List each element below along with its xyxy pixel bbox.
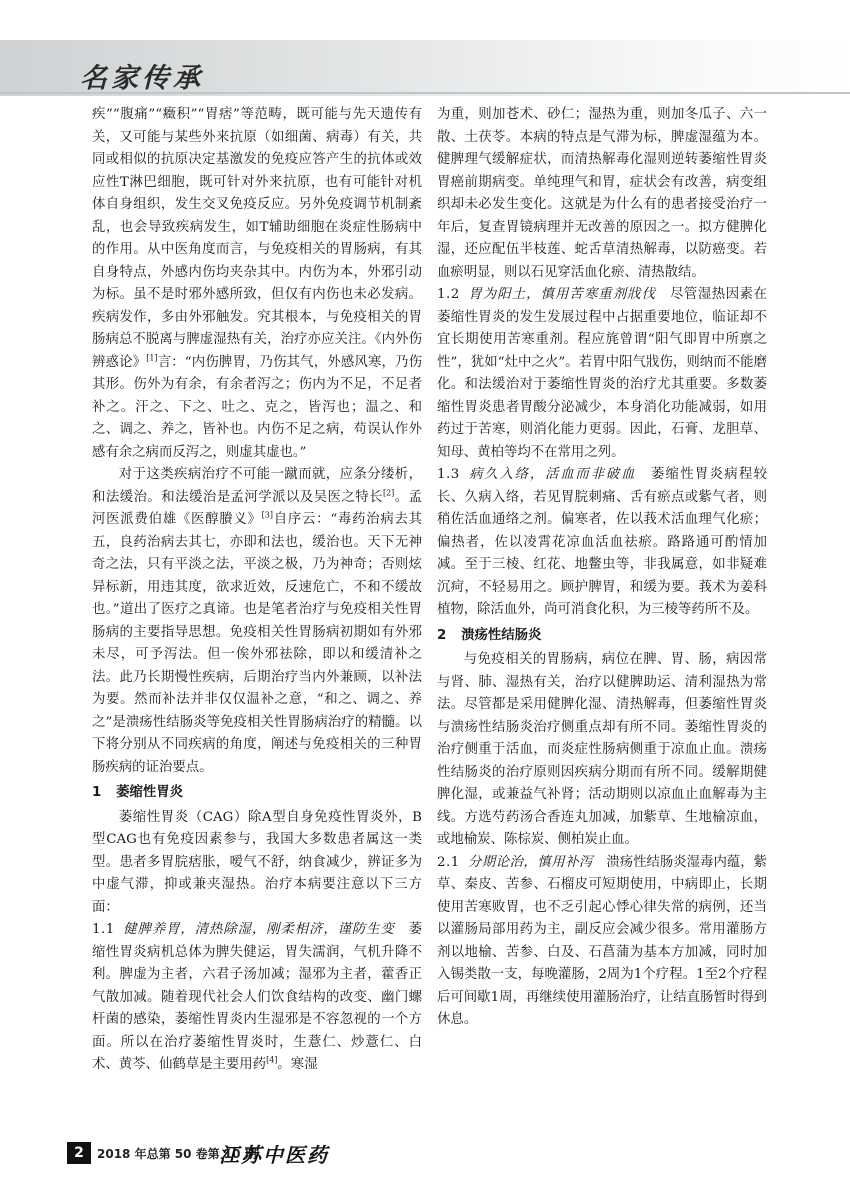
subsection-paragraph: 1.3 病久入络，活血而非破血 萎缩性胃炎病程较长、久病入络，若见胃脘刺痛、舌有瘀点或紫气者，则稍佐活血通络之剂。偏寒者，佐以莪术活血理气化瘀；偏热者，佐以凌霄花凉血活血祛瘀。路路通可酌情加减。至于三棱、红花、地鳖虫等，非我属意，如非疑难沉疴，不轻易用之。顾护脾胃，和缓为要。莪术为姜科植物，除活血外，尚可消食化积，为三棱等药所不及。 [437,467,768,617]
citation: [4] [266,1055,278,1065]
journal-logo: 江苏中医药 [219,1143,329,1167]
paragraph: 对于这类疾病治疗不可能一蹴而就，应条分缕析，和法缓治。和法缓治是孟河学派以及吴医之特长[2]。孟河医派费伯雄《医醇賸义》[3]自序云：“毒药治病去其五，良药治病去其七，亦即和法也，缓治也。天下无神奇之法，只有平淡之法，平淡之极，乃为神奇；否则炫异标新，用违其度，欲求近效，反速危亡，不和不缓故也。”道出了医疗之真谛。也是笔者治疗与免疫相关性胃肠病的主要指导思想。免疫相关性胃肠病初期如有外邪未尽，可予泻法。但一俟外邪祛除，即以和缓清补之法。此乃长期慢性疾病，后期治疗当内外兼顾，以补法为要。然而补法并非仅仅温补之意，“和之、调之、养之”是溃疡性结肠炎等免疫相关性胃肠病治疗的精髓。以下将分别从不同疾病的角度，阐述与免疫相关的三种胃肠疾病的证治要点。 [92,467,423,775]
citation: [2] [382,488,395,498]
subsection-paragraph: 1.1 健脾养胃，清热除湿，刚柔相济，谨防生变 萎缩性胃炎病机总体为脾失健运，胃失濡润，气机升降不利。脾虚为主者，六君子汤加减；湿邪为主者，藿香正气散加减。随着现代社会人们饮食结构的改变、幽门螺杆菌的感染，萎缩性胃炎内生湿邪是不容忽视的一个方面。所以在治疗萎缩性胃炎时，生薏仁、炒薏仁、白术、黄芩、仙鹤草是主要用药[4]。寒湿 [92,922,423,1072]
subsection-title: 1.1 健脾养胃，清热除湿，刚柔相济，谨防生变 [92,922,395,937]
subsection-paragraph: 1.2 胃为阳土，慎用苦寒重剂戕伐 尽管湿热因素在萎缩性胃炎的发生发展过程中占据重要地位，临证却不宜长期使用苦寒重剂。程应旄曾谓“阳气即胃中所禀之性”，犹如“灶中之火”。若胃中阳气戕伤，则纳而不能磨化。和法缓治对于萎缩性胃炎的治疗尤其重要。多数萎缩性胃炎患者胃酸分泌减少，本身消化功能减弱，如用药过于苦寒，则消化能力更弱。因此，石膏、龙胆草、知母、黄柏等均不在常用之列。 [437,287,768,460]
right-column [437,104,767,1032]
page-footer [67,1140,467,1166]
issue-info: 2018 年总第 50 卷第 10 期 [97,1147,257,1161]
paragraph: 萎缩性胃炎（CAG）除A型自身免疫性胃炎外，B型CAG也有免疫因素参与，我国大多数患者属这一类型。患者多胃脘痞胀，嗳气不舒，纳食减少，辨证多为中虚气滞，抑或兼夹湿热。治疗本病要注意以下三方面： [92,809,422,915]
section-heading: 1 萎缩性胃炎 [92,785,184,800]
subsection-paragraph: 2.1 分期论治，慎用补泻 溃疡性结肠炎湿毒内蕴，紫草、秦皮、苦参、石榴皮可短期使用，中病即止，长期使用苦寒败胃，也不乏引起心悸心律失常的病例，还当以灌肠局部用药为主，副反应会减少很多。常用灌肠方剂以地榆、苦参、白及、石菖蒲为基本方加减，同时加入锡类散一支，每晚灌肠，2周为1个疗程。1至2个疗程后可间歇1周，再继续使用灌肠治疗，让结直肠暂时得到休息。 [437,854,768,1027]
left-column [92,104,422,1077]
subsection-title: 1.2 胃为阳土，慎用苦寒重剂戕伐 [437,287,657,302]
subsection-title: 1.3 病久入络，活血而非破血 [437,467,637,482]
page-number: 2 [67,1142,91,1164]
citation: [1] [146,353,158,363]
paragraph: 为重，则加苍术、砂仁；湿热为重，则加冬瓜子、六一散、土茯苓。本病的特点是气滞为标，脾虚湿蕴为本。健脾理气缓解症状，而清热解毒化湿则逆转萎缩性胃炎胃癌前期病变。单纯理气和胃，症状会有改善，病变组织却未必发生变化。这就是为什么有的患者接受治疗一年后，复查胃镜病理并无改善的原因之一。拟方健脾化湿，还应配伍半枝莲、蛇舌草清热解毒，以防癌变。若血瘀明显，则以石见穿活血化瘀、清热散结。 [437,107,767,280]
section-heading: 2 溃疡性结肠炎 [437,627,542,643]
page-header [0,0,850,96]
section-title: 名家传承 [80,63,204,94]
citation: [3] [261,510,274,520]
paragraph: 与免疫相关的胃肠病，病位在脾、胃、肠，病因常与肾、肺、湿热有关，治疗以健脾助运、清利湿热为常法。尽管都是采用健脾化湿、清热解毒，但萎缩性胃炎与溃疡性结肠炎治疗侧重点却有所不同。萎缩性胃炎的治疗侧重于活血，而炎症性肠病侧重于凉血止血。溃疡性结肠炎的治疗原则因疾病分期而有所不同。缓解期健脾化湿，或兼益气补肾；活动期则以凉血止血解毒为主线。方选芍药汤合香连丸加减，加紫草、生地榆凉血，或地榆炭、陈棕炭、侧柏炭止血。 [437,652,767,847]
paragraph: 疾”“腹痛”“癥积”“胃痞”等范畴，既可能与先天遗传有关，又可能与某些外来抗原（如细菌、病毒）有关，共同或相似的抗原决定基激发的免疫应答产生的抗体或效应性T淋巴细胞，既可针对外来抗原，也有可能针对机体自身组织，发生交叉免疫反应。另外免疫调节机制紊乱，也会导致疾病发生，如T辅助细胞在炎症性肠病中的作用。从中医角度而言，与免疫相关的胃肠病，有其自身特点，外感内伤均夹杂其中。内伤为本，外邪引动为标。虽不是时邪外感所致，但仅有内伤也未必发病。疾病发作，多由外邪触发。究其根本，与免疫相关的胃肠病总不脱离与脾虚湿热有关，治疗亦应关注。《内外伤辨惑论》[1]言：“内伤脾胃，乃伤其气，外感风寒，乃伤其形。伤外为有余，有余者泻之；伤内为不足，不足者补之。汗之、下之、吐之、克之，皆泻也；温之、和之、调之、养之，皆补也。内伤不足之病，苟误认作外感有余之病而反泻之，则虚其虚也。” [92,107,422,460]
subsection-title: 2.1 分期论治，慎用补泻 [437,854,593,870]
